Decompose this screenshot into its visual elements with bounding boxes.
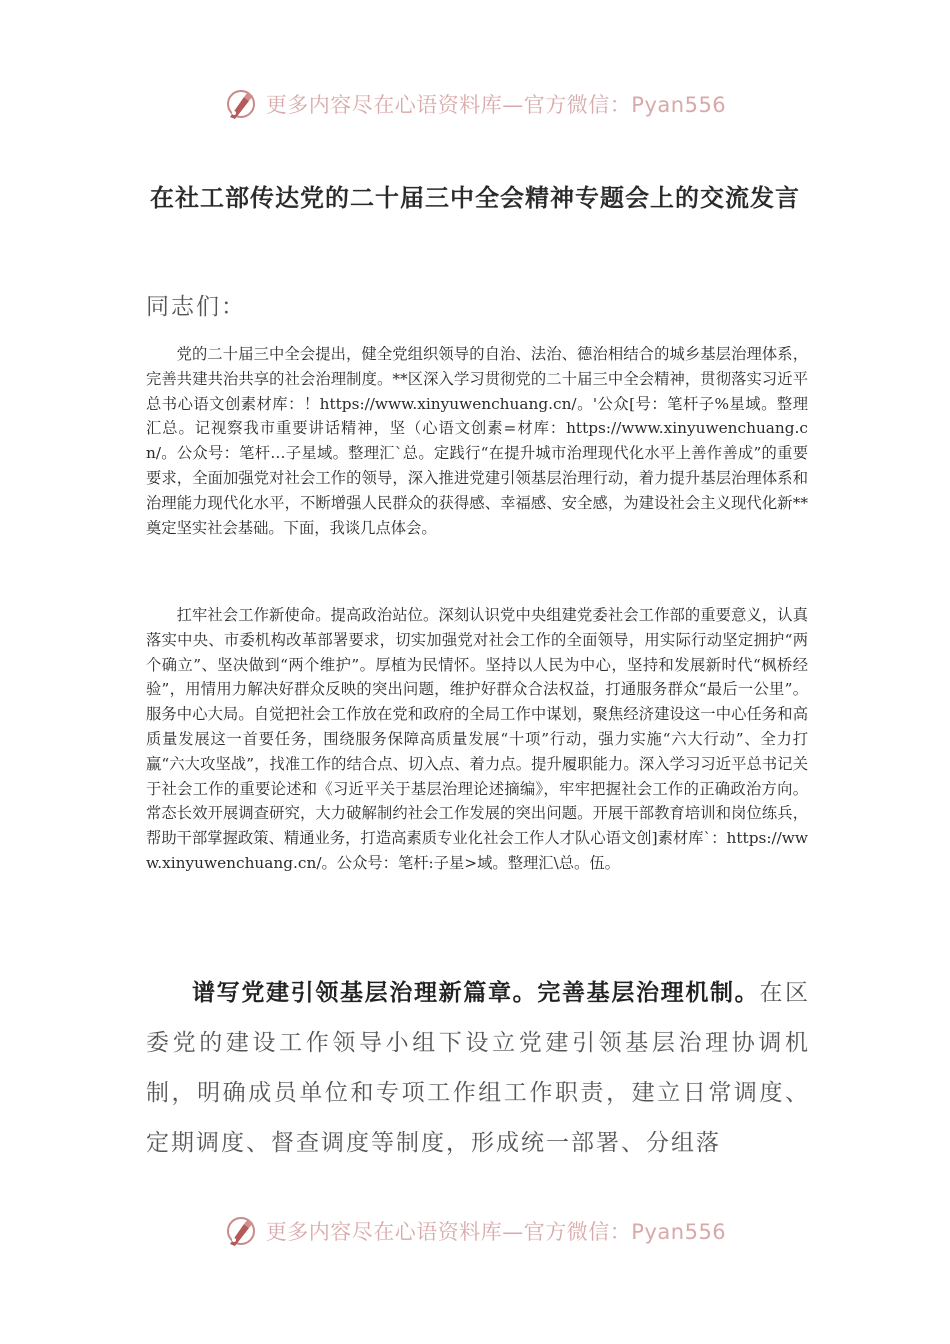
- pen-nib-logo-icon: [224, 1214, 258, 1248]
- greeting: 同志们：: [146, 294, 246, 320]
- header-banner: [0, 84, 950, 124]
- banner-text: 更多内容尽在心语资料库—官方微信：Pyan556: [265, 1220, 727, 1244]
- paragraph-3-body: 在区委党的建设工作领导小组下设立党建引领基层治理协调机制，明确成员单位和专项工作组工作职责，建立日常调度、定期调度、督查调度等制度，形成统一部署、分组落: [146, 980, 811, 1156]
- footer-banner: [0, 1211, 950, 1251]
- paragraph-3-lead: 谱写党建引领基层治理新篇章。完善基层治理机制。: [192, 980, 760, 1006]
- banner-text: 更多内容尽在心语资料库—官方微信：Pyan556: [265, 93, 727, 117]
- paragraph-2: 扛牢社会工作新使命。提高政治站位。深刻认识党中央组建党委社会工作部的重要意义，认真落实中央、市委机构改革部署要求，切实加强党对社会工作的全面领导，用实际行动坚定拥护“两个确立”、坚决做到“两个维护”。厚植为民情怀。坚持以人民为中心，坚持和发展新时代“枫桥经验”，用情用力解决好群众反映的突出问题，维护好群众合法权益，打通服务群众“最后一公里”。服务中心大局。自觉把社会工作放在党和政府的全局工作中谋划，聚焦经济建设这一中心任务和高质量发展这一首要任务，围绕服务保障高质量发展“十项”行动，强力实施“六大行动”、全力打赢“六大攻坚战”，找准工作的结合点、切入点、着力点。提升履职能力。深入学习习近平总书记关于社会工作的重要论述和《习近平关于基层治理论述摘编》，牢牢把握社会工作的正确政治方向。常态长效开展调查研究，大力破解制约社会工作发展的突出问题。开展干部教育培训和岗位练兵，帮助干部掌握政策、精通业务，打造高素质专业化社会工作人才队心语文创]素材库`：https://www.xinyuwenchuang.cn/。公众号：笔杆:子星>域。整理汇\总。伍。: [146, 606, 808, 872]
- pen-nib-logo-icon: [224, 87, 258, 121]
- paragraph-1: 党的二十届三中全会提出，健全党组织领导的自治、法治、德治相结合的城乡基层治理体系，完善共建共治共享的社会治理制度。**区深入学习贯彻党的二十届三中全会精神，贯彻落实习近平总书心语文创素材库：！https://www.xinyuwenchuang.cn/。'公众[号：笔杆子%星域。整理汇总。记视察我市重要讲话精神，坚（心语文创素=材库：https://www.xinyuwenchuang.cn/。公众号：笔杆…子星域。整理汇`总。定践行“在提升城市治理现代化水平上善作善成”的重要要求，全面加强党对社会工作的领导，深入推进党建引领基层治理行动，着力提升基层治理体系和治理能力现代化水平，不断增强人民群众的获得感、幸福感、安全感，为建设社会主义现代化新**奠定坚实社会基础。下面，我谈几点体会。: [146, 345, 808, 537]
- document-title: 在社工部传达党的二十届三中全会精神专题会上的交流发言: [150, 184, 800, 212]
- paragraph-3: [146, 968, 810, 1168]
